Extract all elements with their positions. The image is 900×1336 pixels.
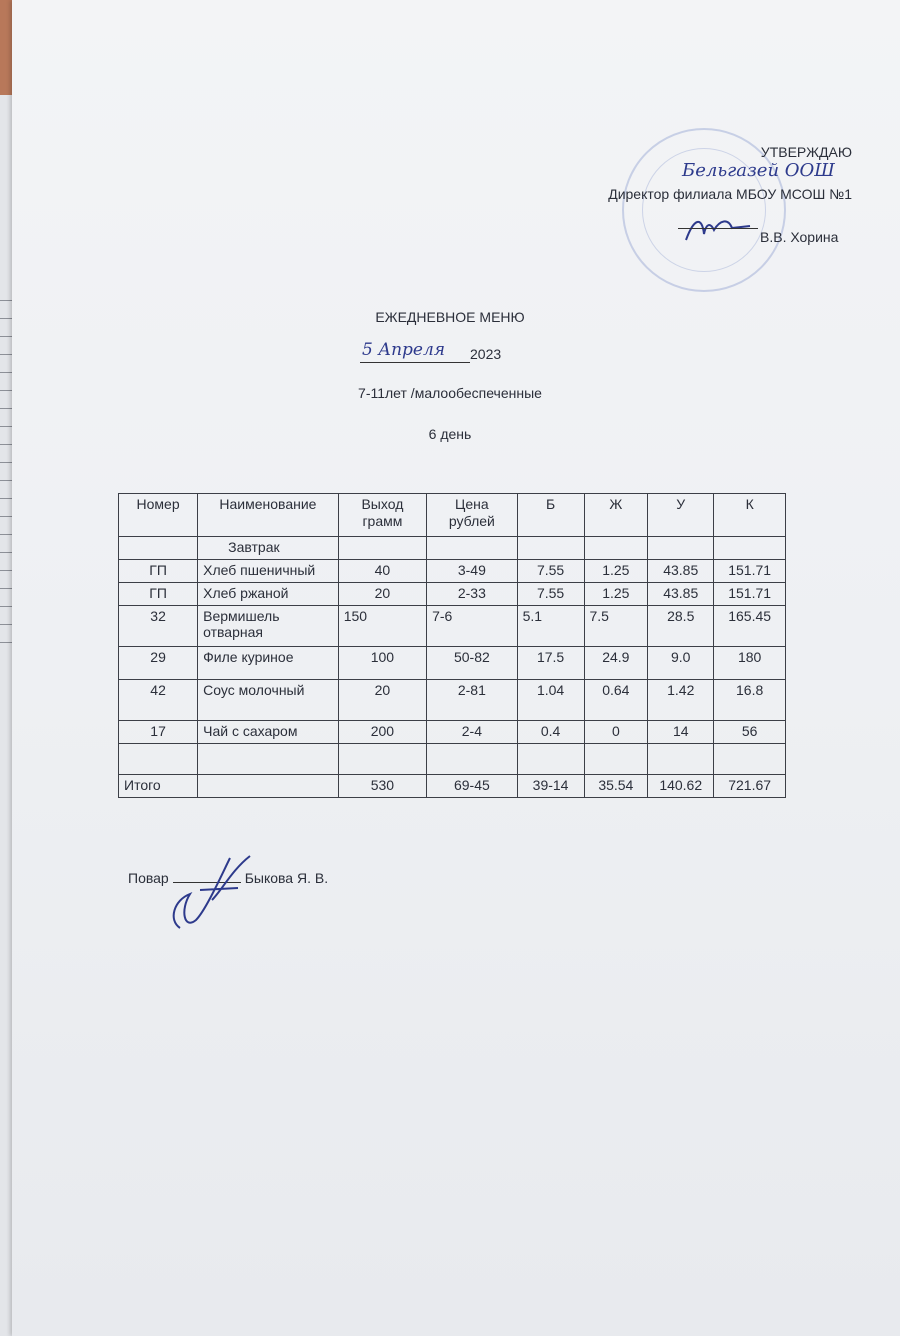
- cell-number: 29: [119, 647, 198, 680]
- cell-proteins: 0.4: [517, 721, 584, 744]
- cell-calories: 151.71: [714, 583, 786, 606]
- handwritten-school: Бельгазей ООШ: [682, 160, 835, 181]
- cell-carbs: 43.85: [648, 560, 714, 583]
- cell-number: 32: [119, 606, 198, 647]
- total-row: [119, 775, 786, 798]
- cell-name: Соус молочный: [198, 680, 339, 721]
- total-carbs: 140.62: [648, 775, 714, 798]
- cell-carbs: 9.0: [648, 647, 714, 680]
- table-row: [119, 721, 786, 744]
- date-year: 2023: [470, 346, 502, 362]
- cell-fats: 24.9: [584, 647, 648, 680]
- cell-carbs: 43.85: [648, 583, 714, 606]
- cell-yield: 20: [338, 583, 426, 606]
- cook-name: Быкова Я. В.: [244, 870, 329, 886]
- header-calories: К: [714, 494, 786, 537]
- cell-number: 17: [119, 721, 198, 744]
- cell-carbs: 14: [648, 721, 714, 744]
- cell-yield: 40: [338, 560, 426, 583]
- cell-fats: 1.25: [584, 583, 648, 606]
- cell-price: 2-4: [427, 721, 518, 744]
- cell-yield: 100: [338, 647, 426, 680]
- header-price: Цена рублей: [427, 494, 518, 537]
- cell-calories: 180: [714, 647, 786, 680]
- cell-number: ГП: [119, 560, 198, 583]
- cell-price: 3-49: [427, 560, 518, 583]
- header-fats: Ж: [584, 494, 648, 537]
- cell-carbs: 1.42: [648, 680, 714, 721]
- cell-yield: 150: [338, 606, 426, 647]
- table-row: [119, 583, 786, 606]
- total-calories: 721.67: [714, 775, 786, 798]
- header-name: Наименование: [198, 494, 339, 537]
- cell-name: Хлеб пшеничный: [198, 560, 339, 583]
- cell-name: Вермишель отварная: [198, 606, 339, 647]
- header-carbs: У: [648, 494, 714, 537]
- table-row: [119, 647, 786, 680]
- document-title: ЕЖЕДНЕВНОЕ МЕНЮ: [375, 309, 525, 325]
- cell-proteins: 7.55: [517, 583, 584, 606]
- cell-carbs: 28.5: [648, 606, 714, 647]
- date-line: [360, 340, 470, 363]
- cell-calories: 56: [714, 721, 786, 744]
- header-number: Номер: [119, 494, 198, 537]
- header-proteins: Б: [517, 494, 584, 537]
- section-label: Завтрак: [198, 537, 339, 560]
- total-name: [198, 775, 339, 798]
- cell-calories: 16.8: [714, 680, 786, 721]
- handwritten-date: 5 Апреля: [362, 340, 446, 360]
- cook-role: Повар: [128, 870, 169, 886]
- cell-number: 42: [119, 680, 198, 721]
- table-row: [119, 560, 786, 583]
- approval-name: В.В. Хорина: [760, 229, 839, 245]
- cell-number: ГП: [119, 583, 198, 606]
- menu-table: [118, 493, 786, 798]
- cell-fats: 7.5: [584, 606, 648, 647]
- total-price: 69-45: [427, 775, 518, 798]
- cell-proteins: 7.55: [517, 560, 584, 583]
- cell-yield: 200: [338, 721, 426, 744]
- director-signature-line: [678, 228, 758, 229]
- cell-proteins: 5.1: [517, 606, 584, 647]
- total-label: Итого: [119, 775, 198, 798]
- table-row: [119, 680, 786, 721]
- total-fats: 35.54: [584, 775, 648, 798]
- director-signature: [680, 212, 760, 246]
- cell-price: 50-82: [427, 647, 518, 680]
- cell-fats: 0.64: [584, 680, 648, 721]
- age-group: 7-11лет /малообеспеченные: [358, 385, 542, 401]
- cell-name: Хлеб ржаной: [198, 583, 339, 606]
- cell-proteins: 1.04: [517, 680, 584, 721]
- total-proteins: 39-14: [517, 775, 584, 798]
- cell-name: Филе куриное: [198, 647, 339, 680]
- table-row: [119, 606, 786, 647]
- cell-price: 2-81: [427, 680, 518, 721]
- section-row: [119, 537, 786, 560]
- approval-label: УТВЕРЖДАЮ: [760, 144, 852, 160]
- total-yield: 530: [338, 775, 426, 798]
- cell-calories: 151.71: [714, 560, 786, 583]
- cell-price: 2-33: [427, 583, 518, 606]
- cell-fats: 0: [584, 721, 648, 744]
- menu-day: 6 день: [428, 426, 472, 442]
- cell-yield: 20: [338, 680, 426, 721]
- cook-signature: [160, 850, 260, 936]
- table-header-row: [119, 494, 786, 537]
- header-yield: Выход грамм: [338, 494, 426, 537]
- cell-proteins: 17.5: [517, 647, 584, 680]
- empty-row: [119, 744, 786, 775]
- cell-calories: 165.45: [714, 606, 786, 647]
- approval-position: Директор филиала МБОУ МСОШ №1: [608, 186, 852, 202]
- cell-fats: 1.25: [584, 560, 648, 583]
- cell-price: 7-6: [427, 606, 518, 647]
- cell-name: Чай с сахаром: [198, 721, 339, 744]
